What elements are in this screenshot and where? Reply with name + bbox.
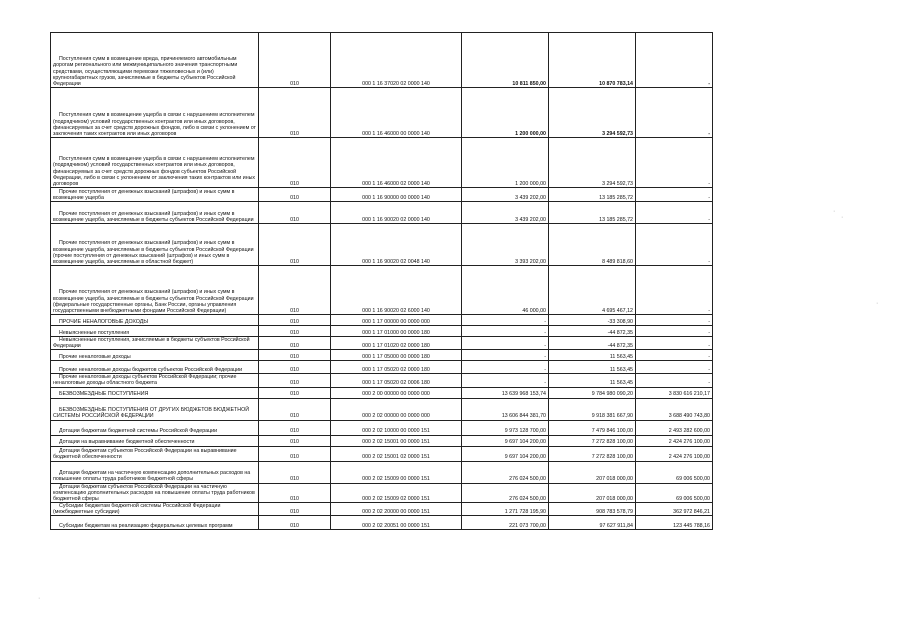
row-budget-code: 000 1 16 90000 00 0000 140: [331, 188, 462, 202]
row-line-code: 010: [259, 202, 331, 224]
row-executed-amount: 207 018 000,00: [549, 461, 636, 483]
row-approved-amount: 1 200 000,00: [462, 138, 549, 188]
row-name: Дотации бюджетам бюджетной системы Российской Федерации: [51, 420, 259, 435]
row-line-code: 010: [259, 361, 331, 374]
row-approved-amount: 276 024 500,00: [462, 483, 549, 502]
table-row: [51, 88, 713, 138]
row-executed-amount: 11 563,45: [549, 374, 636, 387]
table-row: [51, 350, 713, 361]
row-line-code: 010: [259, 387, 331, 398]
row-approved-amount: 9 697 104 200,00: [462, 435, 549, 446]
row-executed-amount: -33 308,90: [549, 315, 636, 326]
row-budget-code: 000 1 16 37020 02 0000 140: [331, 33, 462, 88]
row-line-code: 010: [259, 315, 331, 326]
row-budget-code: 000 1 17 05000 00 0000 180: [331, 350, 462, 361]
row-unexecuted-amount: 3 688 490 743,80: [636, 398, 713, 420]
row-approved-amount: 9 697 104 200,00: [462, 446, 549, 461]
row-executed-amount: -44 872,35: [549, 337, 636, 350]
row-name: Дотации бюджетам субъектов Российской Федерации на частичную компенсацию дополнительных расходов на повышение оплаты труда работников бюджетной сферы: [51, 483, 259, 502]
row-line-code: 010: [259, 326, 331, 337]
table-row: [51, 387, 713, 398]
table-row: [51, 503, 713, 516]
row-approved-amount: 1 271 728 195,90: [462, 503, 549, 516]
row-unexecuted-amount: 3 830 616 210,17: [636, 387, 713, 398]
row-executed-amount: 9 918 381 667,90: [549, 398, 636, 420]
row-budget-code: 000 2 02 20051 00 0000 151: [331, 516, 462, 530]
row-unexecuted-amount: -: [636, 337, 713, 350]
row-line-code: 010: [259, 337, 331, 350]
table-row: [51, 188, 713, 202]
row-name: Дотации на выравнивание бюджетной обеспеченности: [51, 435, 259, 446]
row-name: Прочие поступления от денежных взысканий (штрафов) и иных сумм в возмещение ущерба, зачисляемые в бюджеты субъектов Российской Федерации (федеральные государственные органы, Банк России, органы управления государственными внебюджетными фондами Российской Федерации): [51, 266, 259, 315]
row-approved-amount: -: [462, 337, 549, 350]
row-executed-amount: 9 784 980 090,20: [549, 387, 636, 398]
row-line-code: 010: [259, 138, 331, 188]
row-line-code: 010: [259, 461, 331, 483]
row-unexecuted-amount: 69 006 500,00: [636, 483, 713, 502]
row-unexecuted-amount: -: [636, 326, 713, 337]
table-row: [51, 435, 713, 446]
row-name: Прочие поступления от денежных взысканий (штрафов) и иных сумм в возмещение ущерба: [51, 188, 259, 202]
row-unexecuted-amount: -: [636, 33, 713, 88]
row-name: Поступления сумм в возмещение ущерба в связи с нарушением исполнителем (подрядчиком) условий государственных контрактов или иных договоров, финансируемых за счет средств дорожных фондов, либо в связи с уклонением от заключения таких контрактов или иных договоров: [51, 88, 259, 138]
row-name: Дотации бюджетам субъектов Российской Федерации на выравнивание бюджетной обеспеченности: [51, 446, 259, 461]
row-unexecuted-amount: -: [636, 188, 713, 202]
row-line-code: 010: [259, 503, 331, 516]
row-budget-code: 000 1 17 01020 02 0000 180: [331, 337, 462, 350]
row-unexecuted-amount: -: [636, 315, 713, 326]
row-executed-amount: 13 185 285,72: [549, 202, 636, 224]
row-executed-amount: 10 870 783,14: [549, 33, 636, 88]
table-row: [51, 33, 713, 88]
row-unexecuted-amount: -: [636, 138, 713, 188]
row-approved-amount: -: [462, 326, 549, 337]
row-budget-code: 000 1 17 01000 00 0000 180: [331, 326, 462, 337]
row-line-code: 010: [259, 266, 331, 315]
row-approved-amount: 3 439 202,00: [462, 188, 549, 202]
row-line-code: 010: [259, 398, 331, 420]
row-line-code: 010: [259, 446, 331, 461]
row-line-code: 010: [259, 33, 331, 88]
row-budget-code: 000 2 02 15009 02 0000 151: [331, 483, 462, 502]
row-budget-code: 000 2 02 20000 00 0000 151: [331, 503, 462, 516]
row-budget-code: 000 1 16 46000 02 0000 140: [331, 138, 462, 188]
row-executed-amount: 908 783 578,79: [549, 503, 636, 516]
row-line-code: 010: [259, 224, 331, 266]
row-executed-amount: -44 872,35: [549, 326, 636, 337]
row-budget-code: 000 2 02 00000 00 0000 000: [331, 398, 462, 420]
row-unexecuted-amount: 362 972 846,21: [636, 503, 713, 516]
row-budget-code: 000 1 17 05020 02 0000 180: [331, 361, 462, 374]
row-line-code: 010: [259, 374, 331, 387]
row-executed-amount: 4 695 467,12: [549, 266, 636, 315]
row-name: БЕЗВОЗМЕЗДНЫЕ ПОСТУПЛЕНИЯ ОТ ДРУГИХ БЮДЖЕТОВ БЮДЖЕТНОЙ СИСТЕМЫ РОССИЙСКОЙ ФЕДЕРАЦИИ: [51, 398, 259, 420]
row-approved-amount: 221 073 700,00: [462, 516, 549, 530]
row-line-code: 010: [259, 350, 331, 361]
budget-table-sheet: [50, 32, 713, 530]
table-row: [51, 483, 713, 502]
row-unexecuted-amount: -: [636, 266, 713, 315]
row-approved-amount: 10 811 850,00: [462, 33, 549, 88]
row-approved-amount: 46 000,00: [462, 266, 549, 315]
table-row: [51, 461, 713, 483]
table-row: [51, 337, 713, 350]
row-approved-amount: -: [462, 315, 549, 326]
row-name: Дотации бюджетам на частичную компенсацию дополнительных расходов на повышение оплаты труда работников бюджетной сферы: [51, 461, 259, 483]
row-unexecuted-amount: -: [636, 350, 713, 361]
row-approved-amount: 13 639 968 153,74: [462, 387, 549, 398]
row-budget-code: 000 1 17 05020 02 0006 180: [331, 374, 462, 387]
row-executed-amount: 11 563,45: [549, 350, 636, 361]
table-row: [51, 374, 713, 387]
row-line-code: 010: [259, 483, 331, 502]
row-executed-amount: 3 294 592,73: [549, 138, 636, 188]
row-executed-amount: 97 627 911,84: [549, 516, 636, 530]
table-row: [51, 361, 713, 374]
row-approved-amount: -: [462, 361, 549, 374]
row-unexecuted-amount: -: [636, 202, 713, 224]
row-line-code: 010: [259, 435, 331, 446]
table-row: [51, 516, 713, 530]
row-line-code: 010: [259, 420, 331, 435]
row-unexecuted-amount: -: [636, 224, 713, 266]
row-name: ПРОЧИЕ НЕНАЛОГОВЫЕ ДОХОДЫ: [51, 315, 259, 326]
row-unexecuted-amount: -: [636, 374, 713, 387]
row-executed-amount: 207 018 000,00: [549, 483, 636, 502]
row-name: Прочие поступления от денежных взысканий (штрафов) и иных сумм в возмещение ущерба, зачисляемые в бюджеты субъектов Российской Федерации: [51, 202, 259, 224]
row-name: Субсидии бюджетам бюджетной системы Российской Федерации (межбюджетные субсидии): [51, 503, 259, 516]
row-executed-amount: 3 294 592,73: [549, 88, 636, 138]
row-approved-amount: 13 606 844 381,70: [462, 398, 549, 420]
row-executed-amount: 8 489 818,60: [549, 224, 636, 266]
table-row: [51, 266, 713, 315]
table-row: [51, 224, 713, 266]
row-name: БЕЗВОЗМЕЗДНЫЕ ПОСТУПЛЕНИЯ: [51, 387, 259, 398]
budget-revenue-table: [50, 32, 713, 530]
row-name: Невыясненные поступления, зачисляемые в бюджеты субъектов Российской Федерации: [51, 337, 259, 350]
row-unexecuted-amount: 2 424 276 100,00: [636, 446, 713, 461]
row-name: Поступления сумм в возмещение ущерба в связи с нарушением исполнителем (подрядчиком) условий государственных контрактов или иных договоров, финансируемых за счет средств дорожных фондов субъектов Российской Федерации, либо в связи с уклонением от заключения таких контрактов или иных договоров: [51, 138, 259, 188]
row-approved-amount: 9 973 128 700,00: [462, 420, 549, 435]
row-executed-amount: 11 563,45: [549, 361, 636, 374]
table-row: [51, 326, 713, 337]
row-name: Поступления сумм в возмещение вреда, причиняемого автомобильным дорогам регионального или межмуниципального значения транспортными средствами, осуществляющими перевозки тяжеловесных и (или) крупногабаритных грузов, зачисляемые в бюджеты субъектов Российской Федерации: [51, 33, 259, 88]
row-name: Прочие поступления от денежных взысканий (штрафов) и иных сумм в возмещение ущерба, зачисляемые в бюджеты субъектов Российской Федерации (прочие поступления от денежных взысканий (штрафов) и иных сумм в возмещение ущерба, зачисляемые в областной бюджет): [51, 224, 259, 266]
row-approved-amount: 3 393 202,00: [462, 224, 549, 266]
row-approved-amount: 3 439 202,00: [462, 202, 549, 224]
row-name: Прочие неналоговые доходы субъектов Российской Федерации; прочие неналоговые доходы областного бюджета: [51, 374, 259, 387]
row-executed-amount: 7 479 846 100,00: [549, 420, 636, 435]
table-row: [51, 420, 713, 435]
row-executed-amount: 7 272 828 100,00: [549, 446, 636, 461]
row-unexecuted-amount: -: [636, 88, 713, 138]
row-name: Прочие неналоговые доходы бюджетов субъектов Российской Федерации: [51, 361, 259, 374]
row-unexecuted-amount: 2 493 282 600,00: [636, 420, 713, 435]
row-budget-code: 000 2 02 10000 00 0000 151: [331, 420, 462, 435]
row-name: Субсидии бюджетам на реализацию федеральных целевых программ: [51, 516, 259, 530]
row-approved-amount: -: [462, 374, 549, 387]
row-unexecuted-amount: -: [636, 361, 713, 374]
row-budget-code: 000 1 16 90020 02 0048 140: [331, 224, 462, 266]
table-row: [51, 446, 713, 461]
table-row: [51, 398, 713, 420]
row-name: Невыясненные поступления: [51, 326, 259, 337]
row-unexecuted-amount: 123 445 788,16: [636, 516, 713, 530]
row-line-code: 010: [259, 188, 331, 202]
row-approved-amount: 1 200 000,00: [462, 88, 549, 138]
row-budget-code: 000 1 16 90020 02 0000 140: [331, 202, 462, 224]
row-budget-code: 000 2 02 15001 00 0000 151: [331, 435, 462, 446]
row-budget-code: 000 1 16 46000 00 0000 140: [331, 88, 462, 138]
table-row: [51, 202, 713, 224]
row-budget-code: 000 1 17 00000 00 0000 000: [331, 315, 462, 326]
row-executed-amount: 7 272 828 100,00: [549, 435, 636, 446]
row-unexecuted-amount: 69 006 500,00: [636, 461, 713, 483]
row-budget-code: 000 2 02 15009 00 0000 151: [331, 461, 462, 483]
row-budget-code: 000 1 16 90020 02 6000 140: [331, 266, 462, 315]
row-budget-code: 000 2 02 15001 02 0000 151: [331, 446, 462, 461]
row-executed-amount: 13 185 285,72: [549, 188, 636, 202]
row-line-code: 010: [259, 516, 331, 530]
table-row: [51, 138, 713, 188]
row-unexecuted-amount: 2 424 276 100,00: [636, 435, 713, 446]
table-row: [51, 315, 713, 326]
row-approved-amount: 276 024 500,00: [462, 461, 549, 483]
row-name: Прочие неналоговые доходы: [51, 350, 259, 361]
row-line-code: 010: [259, 88, 331, 138]
row-budget-code: 000 2 00 00000 00 0000 000: [331, 387, 462, 398]
row-approved-amount: -: [462, 350, 549, 361]
